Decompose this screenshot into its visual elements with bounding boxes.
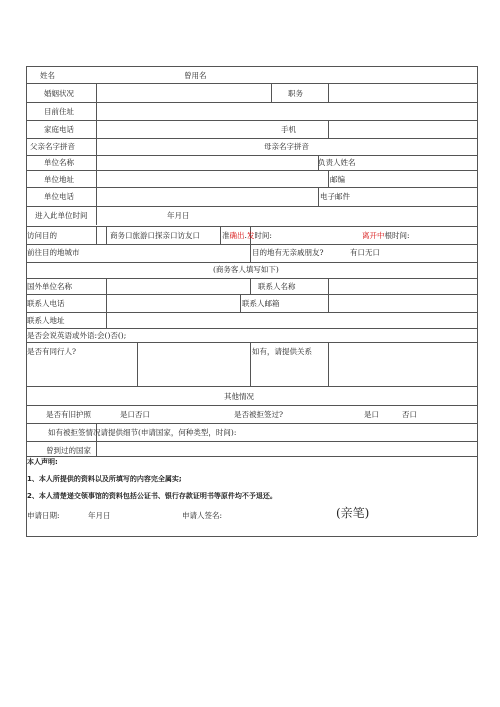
employer-address-label: 单位地址 <box>44 175 74 184</box>
refused-yes-option[interactable]: 是口 <box>364 410 379 419</box>
in-person-note: (亲笔) <box>336 506 370 520</box>
rule <box>271 83 272 102</box>
rule <box>26 83 477 84</box>
rule <box>26 328 477 329</box>
refused-label: 是否被拒签过? <box>234 410 284 419</box>
rule <box>26 120 477 121</box>
departure-red-text: 确出 <box>229 231 245 240</box>
rule <box>96 226 97 244</box>
rule <box>106 294 107 312</box>
rule <box>26 312 477 313</box>
declaration-item-2: 2、本人清楚递交领事馆的资料包括公证书、银行存款证明书等原件均不予退还。 <box>27 492 277 500</box>
rule <box>250 342 251 386</box>
rule <box>26 66 477 67</box>
return-suffix: 根时间: <box>384 231 410 240</box>
contact-phone-label: 联系人电话 <box>27 299 65 308</box>
title-label: 职务 <box>288 89 303 98</box>
rule <box>106 312 107 328</box>
rule <box>26 536 477 537</box>
rule <box>26 170 477 171</box>
old-passport-label: 是否有旧护照 <box>46 410 91 419</box>
relation-label: 如有，请提供关系 <box>252 347 312 356</box>
manager-label: 负责人姓名 <box>318 158 356 167</box>
employer-label: 单位名称 <box>44 158 74 167</box>
rule <box>26 262 477 263</box>
father-pinyin-label: 父亲名字拼音 <box>30 142 75 151</box>
declaration-item-1: 1、本人所提供的资料以及所填写的内容完全属实; <box>27 475 182 483</box>
rule <box>106 278 107 294</box>
join-date-label: 进入此单位时间 <box>35 211 88 220</box>
rule <box>220 226 221 244</box>
refusal-details-label: 如有被拒签情况请提供细节(申请国家，何种类型，时间): <box>48 428 237 437</box>
rule <box>26 423 477 424</box>
rule <box>26 294 477 295</box>
departure-suffix: 时间: <box>254 231 272 240</box>
foreign-org-label: 国外单位名称 <box>27 282 72 291</box>
join-date-ymd: 年月日 <box>167 211 190 220</box>
declaration-heading: 本人声明: <box>27 458 58 466</box>
rule <box>26 138 477 139</box>
alias-label: 曾用名 <box>184 71 207 80</box>
mobile-label: 手机 <box>281 125 296 134</box>
relatives-options[interactable]: 有口无口 <box>350 248 380 257</box>
rule <box>26 155 477 156</box>
rule <box>328 83 329 102</box>
old-passport-options[interactable]: 是口否口 <box>120 410 150 419</box>
rule <box>26 244 477 245</box>
return-red-text: 离开中 <box>362 231 385 240</box>
email-label: 电子邮件 <box>320 192 350 201</box>
relatives-label: 目的地有无亲戚朋友? <box>252 248 324 257</box>
rule <box>477 66 478 536</box>
rule <box>328 294 329 312</box>
rule <box>106 226 107 244</box>
rule <box>26 226 477 227</box>
purpose-options[interactable]: 商务口旅游口探亲口访友口 <box>110 231 200 240</box>
destination-city-label: 前往目的地城市 <box>27 248 80 257</box>
mother-pinyin-label: 母亲名字拼音 <box>264 142 309 151</box>
rule <box>328 342 329 386</box>
apply-date-ymd: 年月日 <box>88 511 111 520</box>
rule <box>250 278 251 294</box>
contact-email-label: 联系人邮箱 <box>242 299 280 308</box>
marital-label: 婚姻状况 <box>44 89 74 98</box>
name-label: 姓名 <box>40 71 55 80</box>
apply-date-label: 申请日期: <box>27 511 60 520</box>
departure-time-label <box>222 231 272 240</box>
visa-application-form <box>26 66 477 536</box>
rule <box>26 187 477 188</box>
rule <box>240 294 241 312</box>
english-label: 是否会说英语或外语:会()否(); <box>27 331 127 340</box>
address-label: 目前住址 <box>44 107 74 116</box>
signature-label: 申请人签名: <box>182 511 223 520</box>
rule <box>328 120 329 138</box>
business-section-header: (商务客人填写如下) <box>213 265 279 274</box>
rule <box>137 342 138 386</box>
rule <box>26 386 477 387</box>
rule <box>26 441 477 442</box>
rule <box>318 187 319 206</box>
rule <box>26 405 477 406</box>
rule <box>96 83 97 187</box>
return-time-label <box>362 231 410 240</box>
rule <box>26 456 477 457</box>
employer-phone-label: 单位电话 <box>44 192 74 201</box>
companion-label: 是否有同行人? <box>27 347 77 356</box>
departure-prefix: 准 <box>222 231 230 240</box>
rule <box>328 170 329 187</box>
refused-no-option[interactable]: 否口 <box>402 410 417 419</box>
visited-countries-label: 曾到过的国家 <box>46 446 91 455</box>
rule <box>26 102 477 103</box>
rule <box>96 187 97 225</box>
other-section-header: 其他情况 <box>224 392 254 401</box>
home-phone-label: 家庭电话 <box>44 125 74 134</box>
contact-name-label: 联系人名称 <box>258 282 296 291</box>
departure-red-text-2: 发 <box>246 231 255 240</box>
rule <box>26 278 477 279</box>
rule <box>26 342 477 343</box>
departure-dot: . <box>244 231 247 240</box>
contact-address-label: 联系人地址 <box>27 316 65 325</box>
rule <box>328 278 329 294</box>
postcode-label: 邮编 <box>330 175 345 184</box>
rule <box>26 206 477 207</box>
purpose-label: 访问目的 <box>27 231 57 240</box>
